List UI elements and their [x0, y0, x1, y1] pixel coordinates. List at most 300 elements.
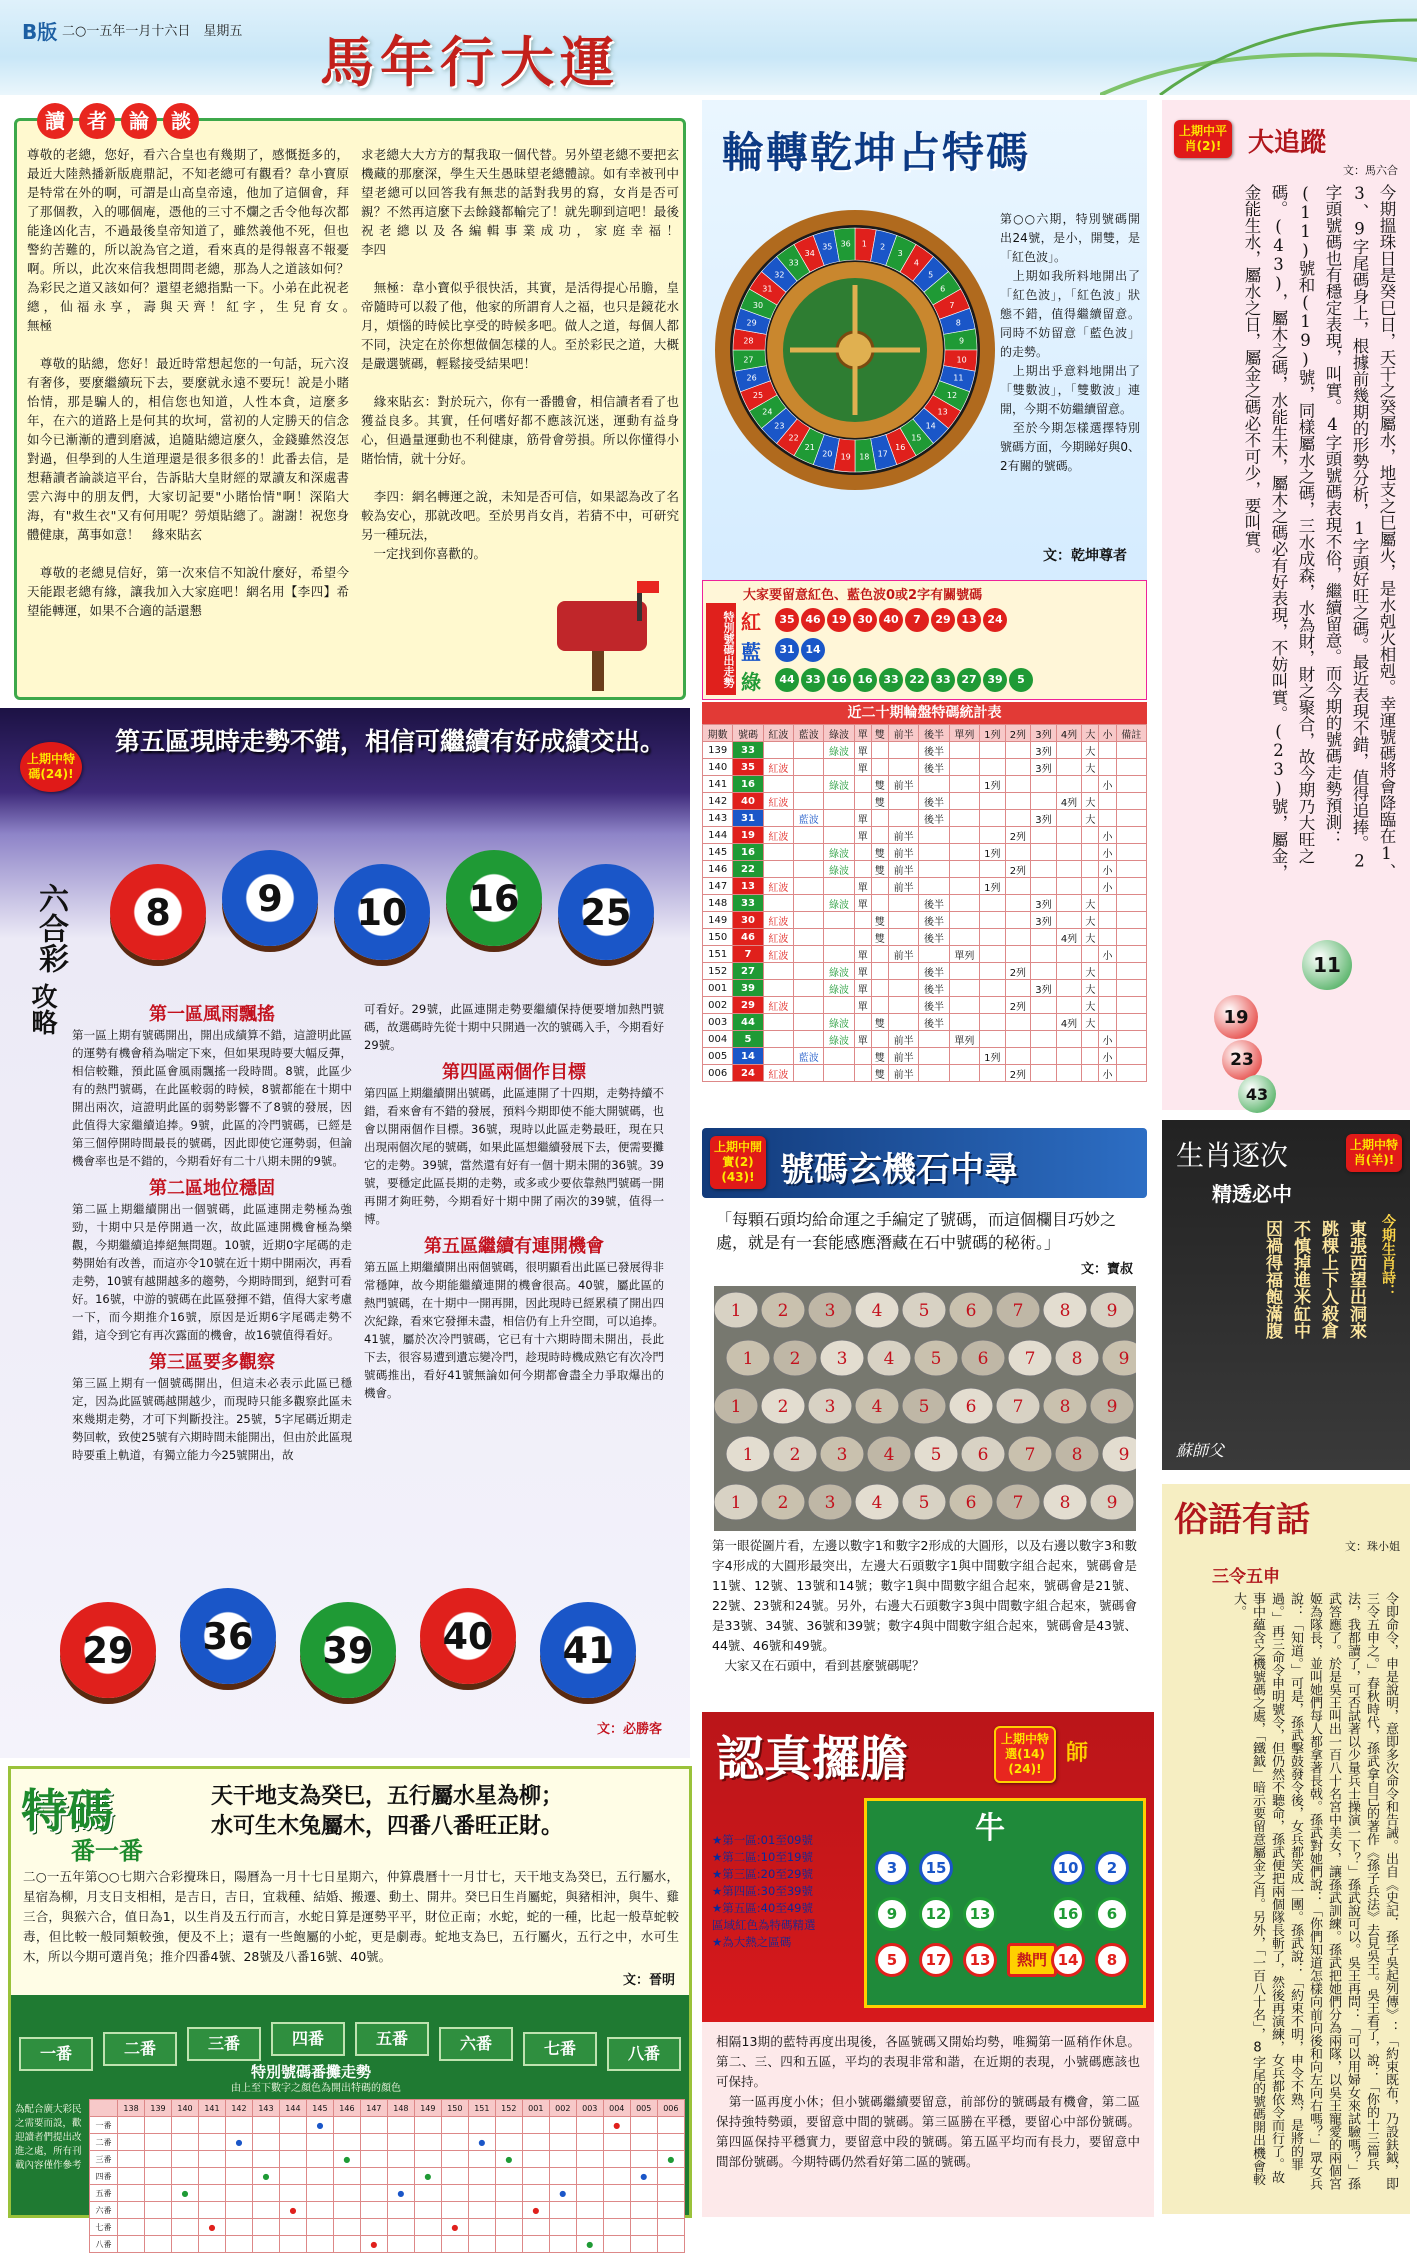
- table-cell: [1056, 742, 1082, 759]
- table-row: [90, 2202, 685, 2219]
- table-cell: [919, 776, 949, 793]
- table-cell: [1056, 810, 1082, 827]
- bold-legend: [712, 1832, 860, 1951]
- track-section: [1162, 100, 1410, 1110]
- table-cell: 大: [1082, 980, 1099, 997]
- wave-number: 13: [957, 608, 981, 632]
- fan-col-header: 140: [172, 2100, 199, 2117]
- table-cell: [118, 2117, 145, 2134]
- table-cell: [794, 912, 824, 929]
- bold-board: [864, 1798, 1146, 2008]
- table-cell: [306, 2151, 333, 2168]
- wave-label: 藍: [741, 639, 761, 664]
- table-cell: 146: [703, 861, 733, 878]
- tema-headline-2: 水可生木兔屬木，四番八番旺正財。: [211, 1814, 564, 1839]
- table-cell: 後半: [919, 759, 949, 776]
- table-cell: [763, 963, 793, 980]
- table-cell: [949, 1048, 979, 1065]
- table-cell: [1116, 742, 1146, 759]
- table-cell: [441, 2236, 468, 2253]
- wheel-number: 28: [743, 336, 754, 346]
- bold-badge: 上期中特選(14)(24)!: [994, 1726, 1056, 1783]
- bold-section: [702, 1712, 1154, 2217]
- wave-number: 19: [827, 608, 851, 632]
- table-cell: 小: [1099, 861, 1116, 878]
- table-cell: 單: [854, 997, 871, 1014]
- table-cell: 小: [1099, 844, 1116, 861]
- stone-digit: 7: [1012, 1301, 1024, 1321]
- table-cell: 小: [1099, 776, 1116, 793]
- table-cell: [414, 2117, 441, 2134]
- zone-side-subtitle: 攻略: [27, 983, 57, 1035]
- lottery-ball: 9: [222, 850, 318, 946]
- table-cell: [889, 895, 919, 912]
- table-cell: [172, 2236, 199, 2253]
- fan-note: 為配合廣大彩民之需要而設，歡迎讀者們提出改進之處，所有刊載內容僅作參考: [15, 2104, 82, 2171]
- stone-digit: 3: [836, 1445, 848, 1465]
- table-cell: 後半: [919, 912, 949, 929]
- zone-h1: 第一區風雨飄搖: [149, 1004, 275, 1025]
- wheel-number: 18: [859, 452, 870, 462]
- table-cell: 大: [1082, 997, 1099, 1014]
- bold-word-top: 牛: [975, 1811, 1005, 1846]
- table-cell: [333, 2202, 360, 2219]
- table-cell: ●: [495, 2151, 522, 2168]
- legend-item: ★第五區:40至49號: [712, 1901, 813, 1915]
- table-cell: [949, 997, 979, 1014]
- table-cell: [387, 2236, 414, 2253]
- table-cell: 雙: [871, 776, 888, 793]
- table-cell: [199, 2202, 226, 2219]
- table-row: [703, 827, 1147, 844]
- wave-number: 33: [879, 668, 903, 692]
- stone-section: [702, 1128, 1147, 1703]
- table-cell: [1005, 1014, 1031, 1031]
- table-cell: [889, 980, 919, 997]
- table-cell: [172, 2151, 199, 2168]
- table-cell: 29: [733, 997, 763, 1014]
- table-cell: [306, 2236, 333, 2253]
- table-cell: ●: [199, 2219, 226, 2236]
- table-row: [90, 2236, 685, 2253]
- table-cell: [1099, 929, 1116, 946]
- table-cell: [603, 2151, 630, 2168]
- proverb-section: [1162, 1484, 1410, 2214]
- stone-digit: 7: [1012, 1493, 1024, 1513]
- table-cell: [854, 776, 871, 793]
- table-row: [703, 1014, 1147, 1031]
- table-cell: [1031, 861, 1057, 878]
- wheel-number: 23: [774, 421, 785, 431]
- table-cell: [630, 2202, 657, 2219]
- table-row: [703, 861, 1147, 878]
- table-cell: ●: [306, 2117, 333, 2134]
- table-cell: 3列: [1031, 895, 1057, 912]
- table-cell: [360, 2168, 387, 2185]
- lottery-ball: 36: [180, 1588, 276, 1684]
- table-cell: [549, 2202, 576, 2219]
- table-cell: [172, 2117, 199, 2134]
- lottery-ball: 25: [558, 864, 654, 960]
- wave-number: 33: [801, 668, 825, 692]
- stone-digit: 3: [836, 1349, 848, 1369]
- wheel-number: 9: [959, 336, 965, 346]
- table-cell: [980, 1065, 1006, 1082]
- zone-p5: 第五區上期繼續開出兩個號碼，很明顯看出此區已發展得非常穩陣，故今期能繼續連開的機會很高。40號，屬此區的熱門號碼，在十期中一開再開，因此現時已經累積了開出四次紀錄，看來它發揮未盡，相信仍有上升空間，可以追捧。41號，屬於次冷門號碼，它已有十六期時間未開出，長此下去，很容易遭到遺忘變冷門，趁現時時機成熟它有次冷門號碼推出，看好41號無論如何今期都會盡全力爭取爆出的機會。: [364, 1260, 664, 1400]
- track-ball: 11: [1302, 940, 1352, 990]
- table-cell: [1099, 810, 1116, 827]
- table-cell: [854, 929, 871, 946]
- table-cell: [1116, 793, 1146, 810]
- table-cell: 前半: [889, 946, 919, 963]
- table-cell: [495, 2117, 522, 2134]
- wave-number: 40: [879, 608, 903, 632]
- table-cell: [949, 844, 979, 861]
- table-cell: [495, 2219, 522, 2236]
- table-cell: 單: [854, 810, 871, 827]
- fan-row-label: 七番: [90, 2219, 118, 2236]
- wheel-number: 29: [746, 318, 757, 328]
- table-cell: [1116, 1031, 1146, 1048]
- table-cell: [225, 2236, 252, 2253]
- table-cell: 前半: [889, 861, 919, 878]
- table-cell: ●: [414, 2168, 441, 2185]
- wheel-number: 17: [877, 449, 888, 459]
- stone-digit: 7: [1012, 1397, 1024, 1417]
- wheel-section: [702, 100, 1147, 580]
- track-ball: 43: [1238, 1075, 1276, 1113]
- fan-label: 三番: [187, 2027, 261, 2061]
- table-cell: 24: [733, 1065, 763, 1082]
- table-cell: [549, 2151, 576, 2168]
- wheel-number: 26: [746, 373, 757, 383]
- stats-header: 單列: [949, 725, 979, 742]
- table-row: [703, 1065, 1147, 1082]
- table-cell: [1099, 895, 1116, 912]
- table-cell: ●: [603, 2117, 630, 2134]
- table-cell: [1082, 827, 1099, 844]
- table-cell: [1116, 1014, 1146, 1031]
- bold-title: 認真攞膽: [716, 1731, 909, 1787]
- stone-digit: 6: [977, 1349, 989, 1369]
- table-cell: 145: [703, 844, 733, 861]
- wheel-number: 11: [953, 373, 964, 383]
- fan-col-header: 006: [657, 2100, 684, 2117]
- zone-p3: 第三區上期有一個號碼開出，但這未必表示此區已穩定，因為此區號碼越開越少，而現時只能多觀察此區未來幾期走勢，才可下判斷投注。25號，5字尾碼近期走勢回軟，致使25號有六期時間未能開出，但由於此區現時要重上軌道，有獨立能力今25號開出，故: [72, 1376, 352, 1462]
- table-cell: [1116, 827, 1146, 844]
- stone-digit: 5: [918, 1301, 930, 1321]
- table-cell: 藍波: [794, 1048, 824, 1065]
- table-cell: [118, 2134, 145, 2151]
- table-cell: [1005, 980, 1031, 997]
- table-cell: [824, 912, 854, 929]
- reader-col1: 尊敬的老總，您好，看六合皇也有幾期了，感慨挺多的，最近大陸熱播新版鹿鼎記，不知老總可有觀看？韋小寶原是特常在外的啊，可謂是山高皇帝遠，他加了這個會，拜了那個教，入的哪個庵，憑他的三寸不爛之舌令他每次都能逢凶化吉，不過最後皇帝知道了，雖然義他不死，但也警約苦難的，所以說為官之道，看來真的是得報喜不報憂啊。所以，此次來信我想問問老總，那為人之道該如何？為彩民之道又該如何？還望老總指點一下。小弟在此祝老總，仙福永享，壽與天齊！紅字，生兒育女。 無極 尊敬的貼總，您好！最近時常想起您的一句話，玩六沒有奢侈，要麼繼續玩下去，要麼就永遠不要玩！說是小賭怡情，那是騙人的，相信您也知道，人性本貪，這麼多年，在六的道路上是何其的坎坷，當初的人定勝天的信念如今已漸漸的遭到磨滅，追隨貼總這麼久，金錢雖然沒怎對過，但學到的人生道理還是很多很多的！此番去信，是想藉讀者論談這平台，告訴貼大皇財經的眾讀友和深處書雲六海中的朋友們，大家切記要"小賭怡情"啊！深陷大海，有"救生衣"又有何用呢？勞煩貼總了。謝謝！祝您身體健康，萬事如意！ 緣來貼玄 尊敬的老總見信好，第一次來信不知說什麼好，希望今天能跟老總有緣，讓我加入大家庭吧！網名用【李四】希望能轉運，如果不合適的話還懇: [27, 147, 349, 618]
- table-cell: [576, 2134, 603, 2151]
- table-cell: [145, 2236, 172, 2253]
- stats-table: [702, 724, 1147, 1082]
- stone-digit: 2: [777, 1301, 789, 1321]
- table-cell: [603, 2202, 630, 2219]
- table-cell: 後半: [919, 742, 949, 759]
- stone-digit: 5: [930, 1349, 942, 1369]
- table-cell: 單列: [949, 946, 979, 963]
- fan-col-header: 001: [522, 2100, 549, 2117]
- table-cell: [1056, 759, 1082, 776]
- table-cell: [949, 793, 979, 810]
- wheel-number: 8: [955, 318, 961, 328]
- stone-digit: 4: [883, 1445, 895, 1465]
- table-cell: [1031, 946, 1057, 963]
- table-cell: [441, 2117, 468, 2134]
- table-cell: [1031, 963, 1057, 980]
- stone-digit: 8: [1071, 1349, 1083, 1369]
- table-cell: [333, 2134, 360, 2151]
- table-cell: 後半: [919, 1014, 949, 1031]
- bold-number: 8: [1095, 1943, 1129, 1977]
- table-cell: [360, 2202, 387, 2219]
- table-cell: [794, 929, 824, 946]
- table-cell: [854, 912, 871, 929]
- table-cell: [360, 2151, 387, 2168]
- zone-side-title: 六合彩: [33, 883, 68, 973]
- wave-number: 30: [853, 608, 877, 632]
- stats-header: 號碼: [733, 725, 763, 742]
- table-cell: 大: [1082, 912, 1099, 929]
- bold-number: 13: [963, 1943, 997, 1977]
- waves-rows: [741, 605, 1141, 695]
- table-cell: [145, 2151, 172, 2168]
- table-cell: 小: [1099, 946, 1116, 963]
- table-cell: 紅波: [763, 878, 793, 895]
- wheel-number: 3: [897, 249, 903, 259]
- table-cell: [1056, 861, 1082, 878]
- table-cell: 2列: [1005, 827, 1031, 844]
- fan-col-header: 144: [279, 2100, 306, 2117]
- table-row: [703, 1031, 1147, 1048]
- table-cell: 綠波: [824, 861, 854, 878]
- legend-item: 區域紅色為特碼精選: [712, 1918, 816, 1932]
- table-cell: [441, 2202, 468, 2219]
- table-cell: [1116, 1048, 1146, 1065]
- table-cell: [657, 2185, 684, 2202]
- zone-h3: 第三區要多觀察: [149, 1352, 275, 1373]
- table-cell: [763, 980, 793, 997]
- table-cell: 小: [1099, 1048, 1116, 1065]
- table-cell: [949, 827, 979, 844]
- table-cell: [630, 2185, 657, 2202]
- table-cell: [919, 1048, 949, 1065]
- title-char: 談: [163, 103, 199, 139]
- table-cell: 後半: [919, 895, 949, 912]
- table-cell: 雙: [871, 1014, 888, 1031]
- table-cell: 單: [854, 742, 871, 759]
- table-cell: [387, 2219, 414, 2236]
- table-cell: [980, 759, 1006, 776]
- table-cell: [949, 912, 979, 929]
- table-cell: [549, 2236, 576, 2253]
- fan-label: 七番: [523, 2032, 597, 2066]
- wave-number: 16: [827, 668, 851, 692]
- table-cell: [630, 2151, 657, 2168]
- stone-title: 號碼玄機石中尋: [780, 1150, 1018, 1190]
- table-cell: ●: [333, 2151, 360, 2168]
- table-cell: [1056, 1065, 1082, 1082]
- legend-item: ★第三區:20至29號: [712, 1867, 813, 1881]
- stone-digit: 6: [965, 1301, 977, 1321]
- table-cell: [763, 742, 793, 759]
- table-cell: [1005, 742, 1031, 759]
- table-cell: 雙: [871, 1048, 888, 1065]
- table-cell: [980, 1031, 1006, 1048]
- table-cell: 單: [854, 980, 871, 997]
- table-cell: 前半: [889, 827, 919, 844]
- table-cell: [1031, 929, 1057, 946]
- table-cell: [1031, 776, 1057, 793]
- fan-label: 六番: [439, 2027, 513, 2061]
- zone-p1: 第一區上期有號碼開出，開出成績算不錯，這證明此區的運勢有機會稍為喘定下來，但如果現時要大幅反彈，相信較難，預此區會風雨飄搖一段時間。8號，此區少有的熱門號碼，在此區較弱的時候，8號都能在十期中開出兩次，這證明此區的弱勢影響不了8號的發展，因此值得大家繼續追捧。9號，此區的冷門號碼，已經是第三個停開時間最長的號碼，因此即使它運勢弱，但論機會率也是不錯的，今期看好有二十八期未開的9號。: [72, 1028, 352, 1168]
- table-cell: [603, 2134, 630, 2151]
- table-cell: [794, 980, 824, 997]
- table-cell: [980, 861, 1006, 878]
- table-cell: [441, 2168, 468, 2185]
- roulette-wheel: [710, 205, 1000, 495]
- issue-date: 二○一五年一月十六日 星期五: [62, 24, 243, 39]
- table-cell: [889, 963, 919, 980]
- table-cell: [794, 946, 824, 963]
- table-cell: ●: [468, 2134, 495, 2151]
- table-cell: [1116, 878, 1146, 895]
- table-cell: 藍波: [794, 810, 824, 827]
- legend-item: ★為大熱之區碼: [712, 1935, 792, 1949]
- table-cell: [1116, 963, 1146, 980]
- table-cell: 單: [854, 759, 871, 776]
- table-cell: [1056, 776, 1082, 793]
- wave-number: 22: [905, 668, 929, 692]
- table-cell: [871, 878, 888, 895]
- table-cell: [1031, 793, 1057, 810]
- table-cell: 前半: [889, 1065, 919, 1082]
- track-author: 文：馬六合: [1343, 164, 1398, 177]
- table-cell: 後半: [919, 810, 949, 827]
- table-cell: [794, 878, 824, 895]
- table-cell: [1005, 793, 1031, 810]
- table-cell: [549, 2117, 576, 2134]
- table-cell: [630, 2219, 657, 2236]
- table-cell: [576, 2202, 603, 2219]
- wheel-number: 25: [752, 391, 764, 401]
- proverb-title: 俗語有話: [1174, 1500, 1310, 1540]
- stats-header: 綠波: [824, 725, 854, 742]
- table-cell: 雙: [871, 793, 888, 810]
- table-row: [90, 2219, 685, 2236]
- table-cell: [522, 2168, 549, 2185]
- table-row: [703, 997, 1147, 1014]
- table-cell: [949, 742, 979, 759]
- poem-badge: 上期中特肖(羊)!: [1346, 1134, 1402, 1172]
- table-cell: [1082, 844, 1099, 861]
- fan-header-row: [90, 2100, 685, 2117]
- bold-number: 2: [1095, 1851, 1129, 1885]
- table-cell: [1116, 912, 1146, 929]
- stats-header: 1列: [980, 725, 1006, 742]
- table-row: [703, 963, 1147, 980]
- table-cell: [889, 997, 919, 1014]
- table-cell: [980, 1014, 1006, 1031]
- table-cell: [522, 2236, 549, 2253]
- table-cell: 前半: [889, 1048, 919, 1065]
- fan-col-header: 004: [603, 2100, 630, 2117]
- table-cell: [441, 2134, 468, 2151]
- wheel-number: 20: [822, 449, 833, 459]
- lottery-ball: 39: [300, 1602, 396, 1698]
- table-row: [703, 912, 1147, 929]
- wheel-number: 22: [788, 433, 799, 443]
- table-row: [703, 844, 1147, 861]
- table-cell: 綠波: [824, 1014, 854, 1031]
- table-cell: [468, 2168, 495, 2185]
- table-cell: [919, 878, 949, 895]
- stats-panel: [702, 702, 1147, 1120]
- table-cell: [919, 1065, 949, 1082]
- table-cell: [794, 844, 824, 861]
- bold-number: 9: [875, 1897, 909, 1931]
- table-cell: [252, 2151, 279, 2168]
- table-cell: [1099, 997, 1116, 1014]
- header-bar: [0, 0, 1417, 95]
- wheel-number: 31: [762, 284, 773, 294]
- track-ball: 23: [1222, 1040, 1262, 1080]
- fan-label: 二番: [103, 2032, 177, 2066]
- wheel-number: 4: [913, 258, 919, 268]
- table-cell: [387, 2202, 414, 2219]
- table-cell: [854, 1014, 871, 1031]
- stats-header: 紅波: [763, 725, 793, 742]
- table-cell: [252, 2134, 279, 2151]
- table-cell: [387, 2134, 414, 2151]
- table-cell: [360, 2117, 387, 2134]
- table-cell: [1031, 827, 1057, 844]
- stats-header: 單: [854, 725, 871, 742]
- table-cell: [1031, 1048, 1057, 1065]
- wheel-number: 13: [937, 407, 948, 417]
- wheel-body: 第○○六期，特別號碼開出24號，是小，開雙，是「紅色波」。 上期如我所料地開出了「紅色波」，「紅色波」狀態不錯，值得繼續留意。同時不妨留意「藍色波」的走勢。 上期出乎意料地開出了「雙數波」，「雙數波」連開，今期不妨繼續留意。 至於今期怎樣選擇特別號碼方面，今期睇好與0、2有關的號碼。: [1000, 212, 1140, 473]
- wave-number: 29: [931, 608, 955, 632]
- table-cell: [949, 895, 979, 912]
- table-cell: [889, 742, 919, 759]
- table-cell: [1056, 963, 1082, 980]
- table-cell: 小: [1099, 1031, 1116, 1048]
- table-cell: [1005, 878, 1031, 895]
- table-row: [90, 2185, 685, 2202]
- table-row: [703, 810, 1147, 827]
- bold-number: 15: [919, 1851, 953, 1885]
- stone-digit: 8: [1071, 1445, 1083, 1465]
- lottery-ball: 29: [60, 1602, 156, 1698]
- stats-title: 近二十期輪盤特碼統計表: [702, 702, 1147, 724]
- table-cell: ●: [225, 2134, 252, 2151]
- table-cell: [763, 861, 793, 878]
- table-cell: 綠波: [824, 1031, 854, 1048]
- zone-section: [0, 708, 690, 1758]
- fan-row-label: 二番: [90, 2134, 118, 2151]
- lottery-ball: 41: [540, 1602, 636, 1698]
- poem-line: 東張西望出洞來: [1346, 1220, 1366, 1339]
- table-cell: [468, 2117, 495, 2134]
- table-row: [90, 2134, 685, 2151]
- bold-number: 14: [1051, 1943, 1085, 1977]
- fan-subtitle: 由上至下數字之顏色為開出特碼的顏色: [231, 2083, 401, 2094]
- table-cell: ●: [576, 2236, 603, 2253]
